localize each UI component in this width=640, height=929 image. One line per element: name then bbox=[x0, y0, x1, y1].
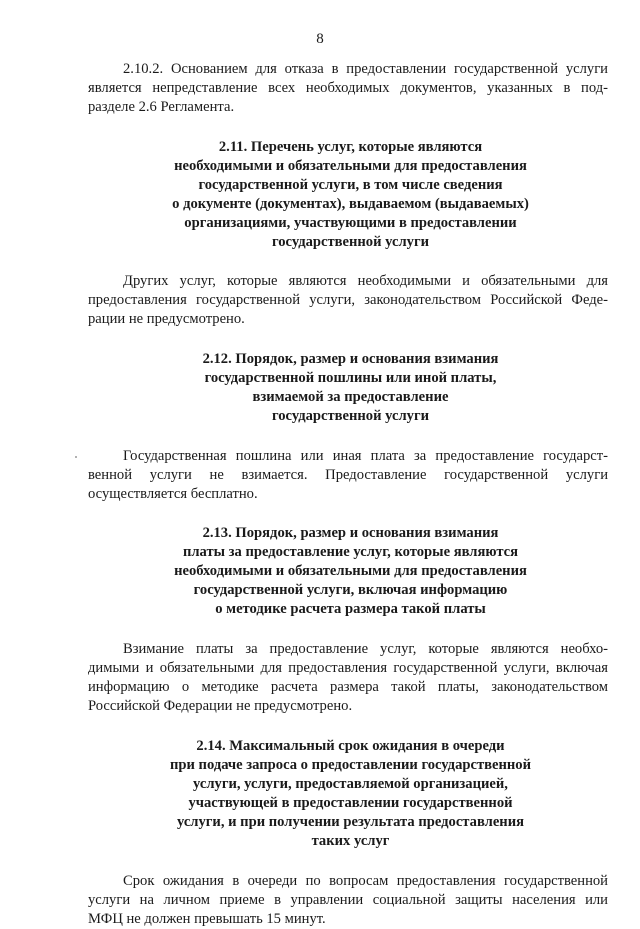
heading-line: государственной услуги, в том числе сведения bbox=[198, 177, 503, 193]
text-line: осуществляется бесплатно. bbox=[88, 486, 258, 502]
heading-line: о методике расчета размера такой платы bbox=[215, 601, 486, 617]
document-body bbox=[88, 60, 608, 929]
heading-line: 2.13. Порядок, размер и основания взимания bbox=[202, 525, 499, 541]
text-line: рации не предусмотрено. bbox=[88, 311, 245, 327]
text-line: 2.10.2. Основанием для отказа в предоставлении государственной услуги bbox=[123, 61, 608, 77]
text-line: МФЦ не должен превышать 15 минут. bbox=[88, 911, 326, 927]
heading-2-12 bbox=[93, 350, 608, 426]
scan-dot bbox=[75, 456, 77, 458]
heading-line: необходимыми и обязательными для предоставления bbox=[174, 158, 527, 174]
heading-2-11 bbox=[93, 138, 608, 252]
paragraph-2-13 bbox=[88, 640, 608, 716]
text-line: Российской Федерации не предусмотрено. bbox=[88, 698, 353, 714]
text-line: предоставления государственной услуги, законодательством Российской Феде- bbox=[88, 292, 608, 308]
heading-2-14 bbox=[93, 737, 608, 851]
text-line: услуги на личном приеме в управлении социальной защиты населения или bbox=[88, 892, 608, 908]
heading-line: государственной пошлины или иной платы, bbox=[204, 370, 497, 386]
heading-line: о документе (документах), выдаваемом (выдаваемых) bbox=[172, 196, 529, 212]
heading-line: услуги, услуги, предоставляемой организацией, bbox=[193, 776, 508, 792]
paragraph-2-11 bbox=[88, 272, 608, 329]
paragraph-2-14 bbox=[88, 872, 608, 929]
heading-line: 2.11. Перечень услуг, которые являются bbox=[218, 139, 483, 155]
text-line: Других услуг, которые являются необходимыми и обязательными для bbox=[123, 273, 608, 289]
text-line: димыми и обязательными для предоставления государственной услуги, включая bbox=[88, 660, 608, 676]
text-line: Взимание платы за предоставление услуг, которые являются необхо- bbox=[123, 641, 608, 657]
heading-line: 2.12. Порядок, размер и основания взимания bbox=[202, 351, 499, 367]
text-line: венной услуги не взимается. Предоставление государственной услуги bbox=[88, 467, 608, 483]
heading-line: государственной услуги bbox=[271, 234, 430, 250]
heading-2-13 bbox=[93, 524, 608, 619]
heading-line: услуги, и при получении результата предоставления bbox=[176, 814, 525, 830]
page-number: 8 bbox=[316, 31, 324, 47]
heading-line: государственной услуги bbox=[271, 408, 430, 424]
heading-line: необходимыми и обязательными для предоставления bbox=[174, 563, 527, 579]
text-line: Срок ожидания в очереди по вопросам предоставления государственной bbox=[123, 873, 608, 889]
heading-line: государственной услуги, включая информацию bbox=[193, 582, 508, 598]
heading-line: таких услуг bbox=[311, 833, 390, 849]
paragraph-2-10-2 bbox=[88, 60, 608, 117]
text-line: информацию о методике расчета размера такой платы, законодательством bbox=[88, 679, 608, 695]
text-line: Государственная пошлина или иная плата за предоставление государст- bbox=[123, 448, 608, 464]
heading-line: организациями, участвующими в предоставлении bbox=[184, 215, 517, 231]
paragraph-2-12 bbox=[88, 447, 608, 504]
heading-line: при подаче запроса о предоставлении государственной bbox=[169, 757, 532, 773]
heading-line: 2.14. Максимальный срок ожидания в очереди bbox=[196, 738, 505, 754]
heading-line: платы за предоставление услуг, которые являются bbox=[182, 544, 519, 560]
text-line: является непредставление всех необходимых документов, указанных в под- bbox=[88, 80, 608, 96]
heading-line: взимаемой за предоставление bbox=[252, 389, 449, 405]
text-line: разделе 2.6 Регламента. bbox=[88, 99, 235, 115]
heading-line: участвующей в предоставлении государственной bbox=[188, 795, 513, 811]
